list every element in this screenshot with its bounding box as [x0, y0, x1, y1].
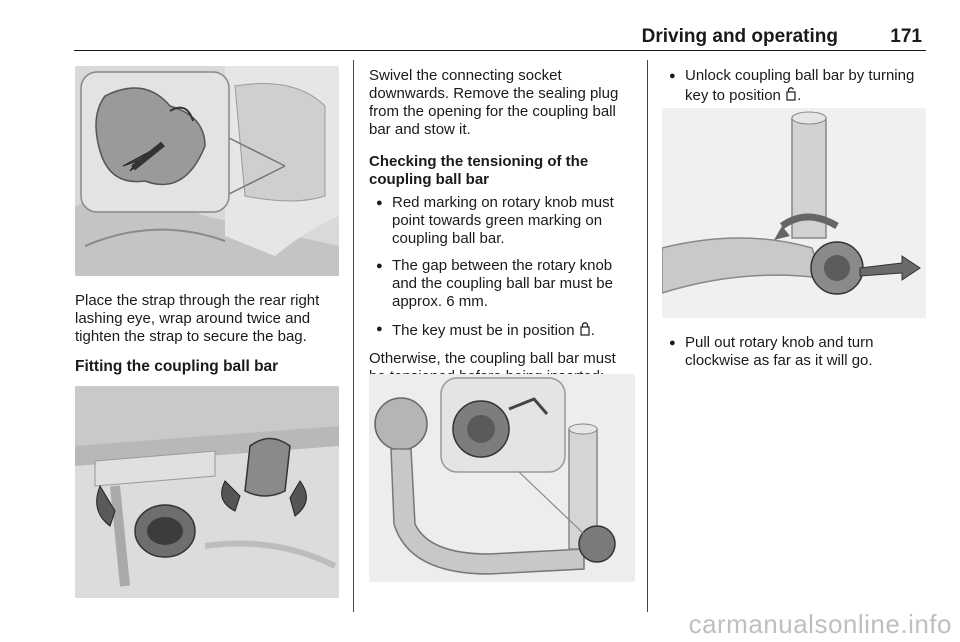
column-divider-2 [647, 60, 648, 612]
list-item: ● Pull out rotary knob and turn clockwise as far as it will go. [662, 334, 926, 370]
figure-trunk-strap [75, 66, 339, 276]
watermark: carmanualsonline.info [688, 609, 952, 639]
page-number: 171 [890, 26, 922, 47]
list-item: ● Unlock coupling ball bar by turning key to position . [662, 67, 926, 105]
list-item: ● The gap between the rotary knob and the coupling ball bar must be approx. 6 mm. [369, 257, 635, 311]
column-divider-1 [353, 60, 354, 612]
swivel-instructions: Swivel the connecting socket downwards. Remove the sealing plug from the opening for the coupling ball bar and stow it. [369, 67, 619, 138]
column-1-text [75, 292, 345, 376]
figure-connecting-socket [75, 386, 339, 598]
list-item: ● The key must be in position . [369, 320, 635, 340]
heading-checking-tensioning: Checking the tensioning of the coupling ball bar [369, 153, 589, 188]
list-item: ● Red marking on rotary knob must point towards green marking on coupling ball bar. [369, 194, 635, 248]
tension-check-list [369, 194, 635, 340]
section-title: Driving and operating [641, 26, 838, 47]
strap-instructions: Place the strap through the rear right lashing eye, wrap around twice and tighten the strap to secure the bag. [75, 292, 320, 345]
unlock-position-icon [785, 85, 797, 101]
tensioning-note: Otherwise, the coupling ball bar must [369, 350, 616, 367]
column-3-text-lower [662, 334, 926, 370]
lock-position-icon [579, 320, 591, 336]
figure-coupling-ball-bar [369, 374, 635, 582]
figure-rotary-knob [662, 108, 926, 318]
column-2-text [369, 67, 635, 386]
page-header [74, 0, 926, 51]
unlock-list [662, 67, 926, 105]
heading-fitting-ball-bar: Fitting the coupling ball bar [75, 358, 279, 375]
rotary-knob-list [662, 334, 926, 370]
column-3-text [662, 67, 926, 105]
